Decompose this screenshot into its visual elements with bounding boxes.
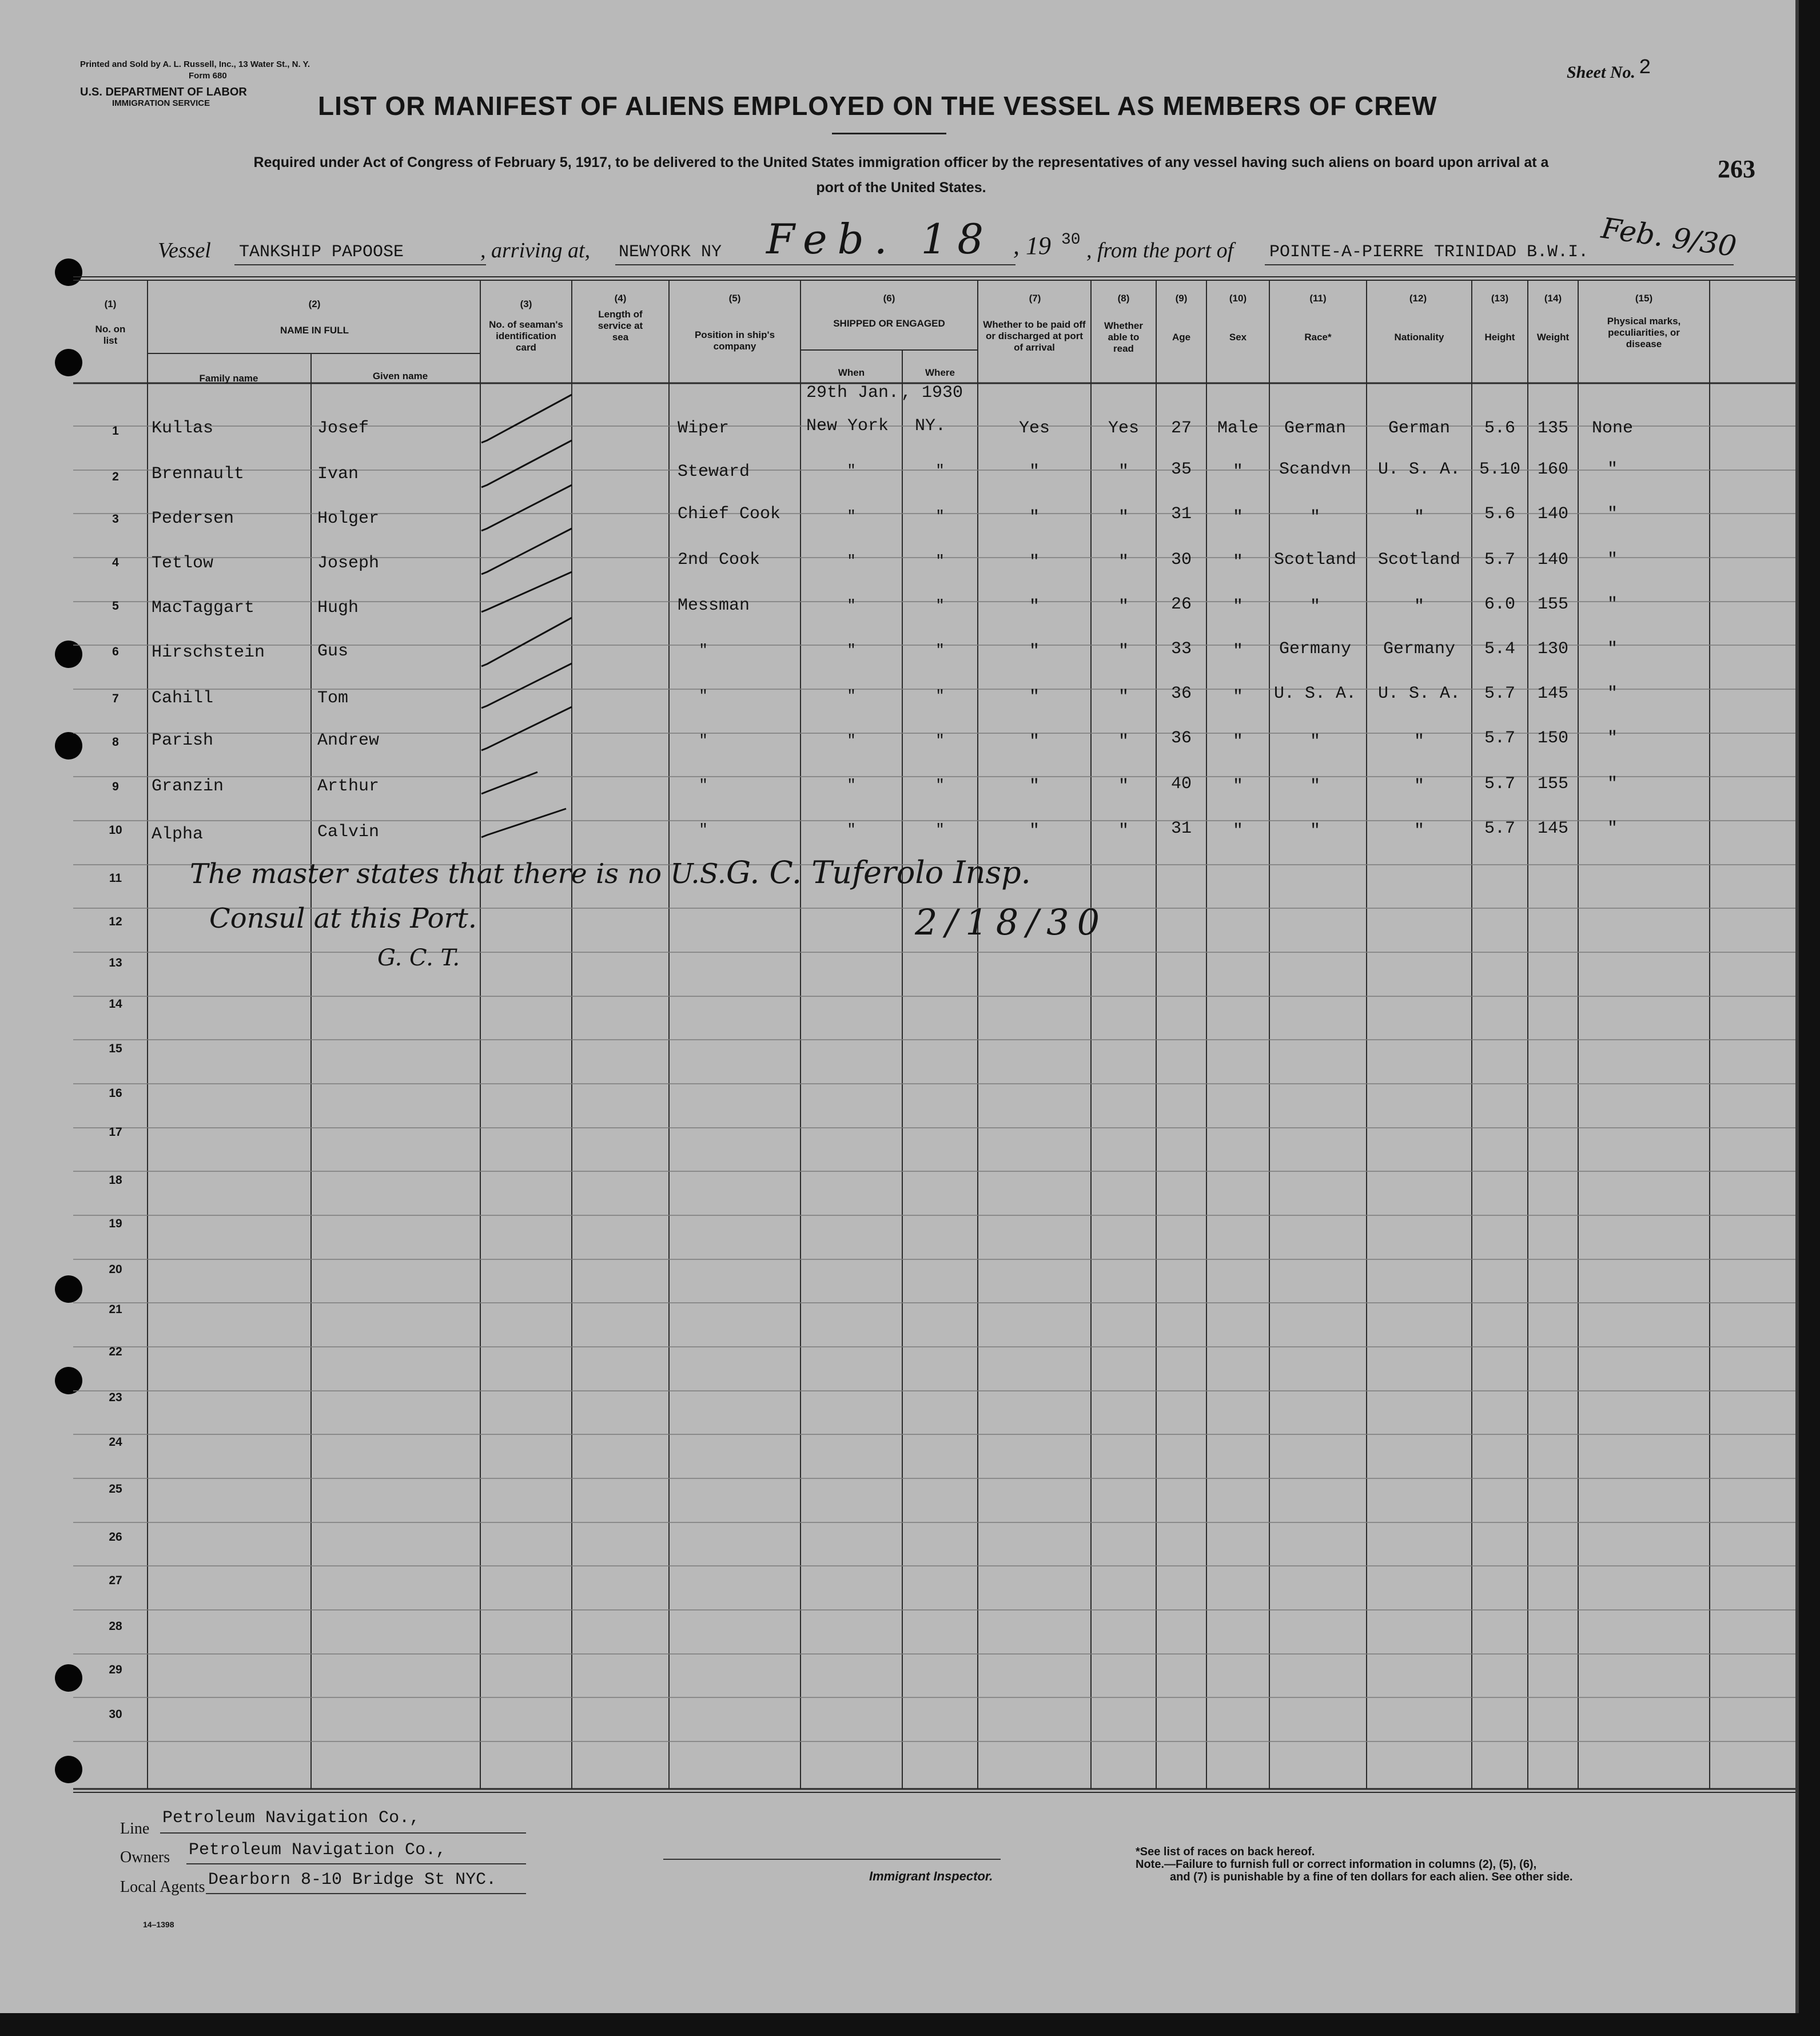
col-6b-header: Where (925, 367, 955, 378)
position: 2nd Cook (678, 550, 760, 570)
weight: 160 (1537, 460, 1568, 479)
col-14-header: Weight (1536, 332, 1570, 343)
table-row (0, 411, 1795, 454)
age: 26 (1170, 595, 1192, 614)
shipped-where-ditto: " (935, 777, 945, 794)
row-number: 23 (109, 1391, 122, 1404)
year-prefix: , 19 (1013, 232, 1051, 260)
col-6-header: SHIPPED OR ENGAGED (833, 318, 945, 329)
row-number: 21 (109, 1303, 122, 1316)
able-to-read: Yes (1108, 419, 1139, 438)
col-4-number: (4) (614, 293, 627, 304)
family-name: Cahill (152, 689, 214, 708)
line-company: Petroleum Navigation Co., (162, 1808, 420, 1828)
col-2b-header: Given name (372, 371, 428, 381)
sex: " (1232, 642, 1243, 661)
shipped-year: , 1930 (901, 383, 963, 403)
table-row (0, 682, 1795, 725)
row-number: 8 (112, 735, 119, 749)
col-8-header: Whether able to read (1104, 320, 1143, 354)
col-4-header: Length of service at sea (598, 309, 643, 343)
row-number: 7 (112, 692, 119, 705)
race: Scotland (1273, 550, 1357, 570)
able-to-read: " (1118, 597, 1129, 617)
age: 35 (1170, 460, 1192, 479)
position-ditto: " (699, 777, 708, 794)
owners-label: Owners (120, 1848, 170, 1866)
nationality: U. S. A. (1377, 460, 1461, 479)
sheet-label: Sheet No. (1567, 63, 1635, 82)
paid-off: " (1029, 821, 1040, 841)
paid-off: " (1029, 462, 1040, 482)
able-to-read: " (1118, 821, 1129, 841)
col-3-number: (3) (520, 299, 532, 309)
height: 5.6 (1484, 419, 1515, 438)
col-2-number: (2) (308, 299, 321, 309)
col-8-number: (8) (1117, 293, 1130, 304)
race: " (1309, 508, 1320, 527)
row-number: 4 (112, 556, 119, 569)
col-9-header: Age (1172, 332, 1191, 343)
inspector-signature-line (663, 1859, 1001, 1860)
penalty-note-line-1: Note.—Failure to furnish full or correct information in columns (2), (5), (6), (1136, 1858, 1537, 1871)
row-number: 16 (109, 1087, 122, 1100)
family-name: Kullas (152, 419, 214, 438)
sheet-number: 2 (1639, 56, 1651, 79)
handwritten-consul-note-line-1: The master states that there is no U.S. (190, 858, 727, 890)
shipped-where-ditto: " (935, 642, 945, 659)
col-13-header: Height (1484, 332, 1515, 343)
physical-marks: " (1607, 504, 1618, 524)
paid-off: " (1029, 642, 1040, 661)
paid-off: " (1029, 597, 1040, 617)
row-number: 25 (109, 1482, 122, 1496)
from-port-label: , from the port of (1086, 238, 1234, 263)
position-ditto: " (699, 687, 708, 705)
given-name: Josef (317, 419, 369, 438)
age: 27 (1170, 419, 1192, 438)
paid-off: " (1029, 732, 1040, 751)
row-number: 22 (109, 1345, 122, 1358)
table-row (0, 456, 1795, 500)
row-number: 29 (109, 1663, 122, 1676)
race: " (1309, 732, 1320, 751)
physical-marks: " (1607, 819, 1618, 838)
age: 36 (1170, 684, 1192, 703)
race: " (1309, 777, 1320, 796)
age: 30 (1170, 550, 1192, 570)
col-13-number: (13) (1491, 293, 1509, 304)
shipped-when-ditto: " (847, 732, 856, 749)
local-agents: Dearborn 8-10 Bridge St NYC. (208, 1870, 497, 1890)
printer-credit: Printed and Sold by A. L. Russell, Inc., 13 Water St., N. Y. (80, 59, 310, 69)
col-2a-header: Family name (199, 373, 258, 384)
inspector-signature: G. C. Tuferolo Insp. (726, 854, 1031, 890)
agents-label: Local Agents (120, 1878, 205, 1896)
arrival-date: Feb. 18 (766, 215, 994, 263)
form-number: Form 680 (189, 71, 227, 81)
stamp-number: 263 (1718, 155, 1755, 183)
handwritten-departure-date: Feb. 9/30 (1599, 211, 1739, 264)
nationality: " (1413, 821, 1424, 841)
col-3-header: No. of seaman's identification card (489, 319, 563, 353)
row-number: 3 (112, 512, 119, 526)
penalty-note-line-2: and (7) is punishable by a fine of ten dollars for each alien. See other side. (1170, 1871, 1573, 1883)
race: German (1284, 419, 1347, 438)
physical-marks: None (1591, 419, 1633, 438)
table-row (0, 726, 1795, 770)
race: U. S. A. (1273, 684, 1357, 703)
col-2-header: NAME IN FULL (280, 325, 349, 336)
shipped-when-ditto: " (847, 777, 856, 794)
shipped-when-ditto: " (847, 508, 856, 525)
row-number: 28 (109, 1620, 122, 1633)
owners-company: Petroleum Navigation Co., (189, 1840, 447, 1860)
row-number: 18 (109, 1174, 122, 1187)
weight: 155 (1537, 595, 1568, 614)
document-title: LIST OR MANIFEST OF ALIENS EMPLOYED ON THE VESSEL AS MEMBERS OF CREW (318, 91, 1437, 121)
row-number: 12 (109, 915, 122, 928)
vessel-label: Vessel (158, 238, 211, 263)
given-name: Ivan (317, 464, 359, 484)
paid-off: " (1029, 552, 1040, 572)
row-number: 14 (109, 997, 122, 1011)
given-name: Holger (317, 509, 380, 528)
row-number: 9 (112, 780, 119, 793)
paid-off: " (1029, 777, 1040, 796)
family-name: MacTaggart (152, 598, 255, 618)
row-number: 27 (109, 1574, 122, 1587)
given-name: Tom (317, 689, 349, 708)
col-15-number: (15) (1635, 293, 1653, 304)
given-name: Arthur (317, 777, 380, 796)
line-label: Line (120, 1820, 150, 1838)
col-11-number: (11) (1309, 293, 1327, 304)
sex: " (1232, 508, 1243, 527)
weight: 140 (1537, 550, 1568, 570)
height: 5.7 (1484, 684, 1515, 703)
race: " (1309, 821, 1320, 841)
table-row (0, 771, 1795, 814)
shipped-where-state: NY. (915, 416, 946, 436)
col-7-number: (7) (1029, 293, 1041, 304)
line-underline (160, 1832, 526, 1834)
races-note: *See list of races on back hereof. (1136, 1846, 1315, 1858)
shipped-where-ditto: " (935, 552, 945, 570)
nationality: " (1413, 597, 1424, 617)
col-10-header: Sex (1229, 332, 1247, 343)
table-row (0, 547, 1795, 590)
given-name: Gus (317, 642, 349, 661)
shipped-when-ditto: " (847, 597, 856, 614)
row-number: 6 (112, 645, 119, 658)
col-7-header: Whether to be paid off or discharged at port of arrival (983, 319, 1086, 353)
weight: 155 (1537, 774, 1568, 794)
arriving-label: , arriving at, (480, 238, 591, 263)
sex: " (1232, 821, 1243, 841)
signature-date: 2/18/30 (915, 901, 1108, 943)
sex: " (1232, 597, 1243, 617)
age: 31 (1170, 504, 1192, 524)
col-6a-header: When (838, 367, 865, 378)
row-number: 1 (112, 424, 119, 438)
position-ditto: " (699, 821, 708, 838)
shipped-where-ditto: " (935, 732, 945, 749)
owners-underline (186, 1863, 526, 1864)
nationality: " (1413, 732, 1424, 751)
able-to-read: " (1118, 642, 1129, 661)
col-14-number: (14) (1544, 293, 1562, 304)
physical-marks: " (1607, 774, 1618, 794)
shipped-where-ditto: " (935, 597, 945, 614)
shipped-when-ditto: " (847, 552, 856, 570)
shipped-where-port: New York (806, 416, 889, 436)
race: " (1309, 597, 1320, 617)
col-11-header: Race* (1304, 332, 1332, 343)
agents-underline (206, 1893, 526, 1894)
position: Steward (678, 462, 750, 482)
row-number: 20 (109, 1263, 122, 1276)
row-number: 5 (112, 599, 119, 613)
nationality: Germany (1383, 639, 1456, 659)
able-to-read: " (1118, 732, 1129, 751)
shipped-when-ditto: " (847, 642, 856, 659)
table-row (0, 591, 1795, 635)
family-name: Tetlow (152, 554, 214, 573)
weight: 145 (1537, 819, 1568, 838)
height: 5.6 (1484, 504, 1515, 524)
service-name: IMMIGRATION SERVICE (112, 98, 210, 108)
shipped-when-ditto: " (847, 687, 856, 705)
position: Wiper (678, 419, 730, 438)
physical-marks: " (1607, 729, 1618, 748)
col-9-number: (9) (1175, 293, 1188, 304)
requirement-line-2: port of the United States. (816, 180, 986, 196)
sex: " (1232, 777, 1243, 796)
position: Messman (678, 596, 750, 615)
row-number: 17 (109, 1126, 122, 1139)
height: 5.7 (1484, 819, 1515, 838)
paid-off: " (1029, 687, 1040, 707)
family-name: Brennault (152, 464, 245, 484)
department-name: U.S. DEPARTMENT OF LABOR (80, 86, 247, 98)
row-number: 19 (109, 1217, 122, 1230)
able-to-read: " (1118, 687, 1129, 707)
col-12-header: Nationality (1394, 332, 1444, 343)
shipped-where-ditto: " (935, 462, 945, 479)
height: 5.7 (1484, 729, 1515, 748)
row-number: 30 (109, 1708, 122, 1721)
height: 6.0 (1484, 595, 1515, 614)
nationality: " (1413, 508, 1424, 527)
col-15-header: Physical marks, peculiarities, or disease (1607, 316, 1681, 349)
inspector-label: Immigrant Inspector. (869, 1869, 993, 1883)
row-number: 11 (109, 872, 122, 885)
position-ditto: " (699, 732, 708, 749)
physical-marks: " (1607, 550, 1618, 570)
family-name: Alpha (152, 825, 204, 844)
paid-off: " (1029, 508, 1040, 527)
able-to-read: " (1118, 462, 1129, 482)
given-name: Andrew (317, 731, 380, 750)
col-12-number: (12) (1409, 293, 1427, 304)
row-number: 13 (109, 956, 122, 969)
col-1-number: (1) (104, 299, 117, 309)
col-5-number: (5) (728, 293, 741, 304)
row-number: 10 (109, 824, 122, 837)
race: Scandvn (1279, 460, 1352, 479)
table-row (0, 636, 1795, 679)
col-10-number: (10) (1229, 293, 1247, 304)
sex: Male (1217, 419, 1259, 438)
col-6-number: (6) (883, 293, 895, 304)
physical-marks: " (1607, 639, 1618, 659)
sex: " (1232, 687, 1243, 707)
sex: " (1232, 462, 1243, 482)
row-number: 26 (109, 1530, 122, 1544)
shipped-when-ditto: " (847, 821, 856, 838)
nationality: German (1388, 419, 1451, 438)
nationality: U. S. A. (1377, 684, 1461, 703)
able-to-read: " (1118, 552, 1129, 572)
able-to-read: " (1118, 777, 1129, 796)
arrival-year: 30 (1061, 231, 1081, 249)
age: 40 (1170, 774, 1192, 794)
shipped-when-ditto: " (847, 462, 856, 479)
table-row (0, 816, 1795, 859)
nationality: Scotland (1377, 550, 1461, 570)
family-name: Pedersen (152, 509, 234, 528)
col-5-header: Position in ship's company (694, 329, 775, 352)
family-name: Parish (152, 731, 214, 750)
weight: 130 (1537, 639, 1568, 659)
nationality: " (1413, 777, 1424, 796)
physical-marks: " (1607, 684, 1618, 703)
row-number: 24 (109, 1435, 122, 1449)
col-1-header: No. on list (95, 324, 126, 346)
weight: 145 (1537, 684, 1568, 703)
physical-marks: " (1607, 460, 1618, 479)
requirement-line-1: Required under Act of Congress of February 5, 1917, to be delivered to the United States immigration officer by the representatives of any vessel having such aliens on board upon arrival at a (253, 154, 1549, 170)
from-port: POINTE-A-PIERRE TRINIDAD B.W.I. (1269, 242, 1589, 262)
shipped-where-ditto: " (935, 821, 945, 838)
paid-off: Yes (1018, 419, 1050, 438)
physical-marks: " (1607, 595, 1618, 614)
weight: 140 (1537, 504, 1568, 524)
shipped-when: 29th Jan. (806, 383, 899, 403)
weight: 135 (1537, 419, 1568, 438)
form-code: 14–1398 (143, 1920, 174, 1929)
given-name: Joseph (317, 554, 380, 573)
height: 5.4 (1484, 639, 1515, 659)
sex: " (1232, 732, 1243, 751)
handwritten-initials: G. C. T. (377, 945, 460, 971)
given-name: Hugh (317, 598, 359, 618)
family-name: Hirschstein (152, 643, 265, 662)
able-to-read: " (1118, 508, 1129, 527)
height: 5.7 (1484, 550, 1515, 570)
table-row (0, 502, 1795, 546)
shipped-where-ditto: " (935, 508, 945, 525)
age: 36 (1170, 729, 1192, 748)
shipped-where-ditto: " (935, 687, 945, 705)
age: 33 (1170, 639, 1192, 659)
race: Germany (1279, 639, 1352, 659)
vessel-name: TANKSHIP PAPOOSE (239, 242, 404, 262)
height: 5.7 (1484, 774, 1515, 794)
sex: " (1232, 552, 1243, 572)
height: 5.10 (1479, 460, 1520, 479)
age: 31 (1170, 819, 1192, 838)
weight: 150 (1537, 729, 1568, 748)
row-number: 2 (112, 470, 119, 483)
arriving-port: NEWYORK NY (619, 242, 722, 262)
position-ditto: " (699, 642, 708, 659)
position: Chief Cook (678, 504, 781, 524)
family-name: Granzin (152, 777, 224, 796)
row-number: 15 (109, 1042, 122, 1055)
handwritten-consul-note-line-2: Consul at this Port. (209, 902, 477, 935)
given-name: Calvin (317, 822, 380, 842)
